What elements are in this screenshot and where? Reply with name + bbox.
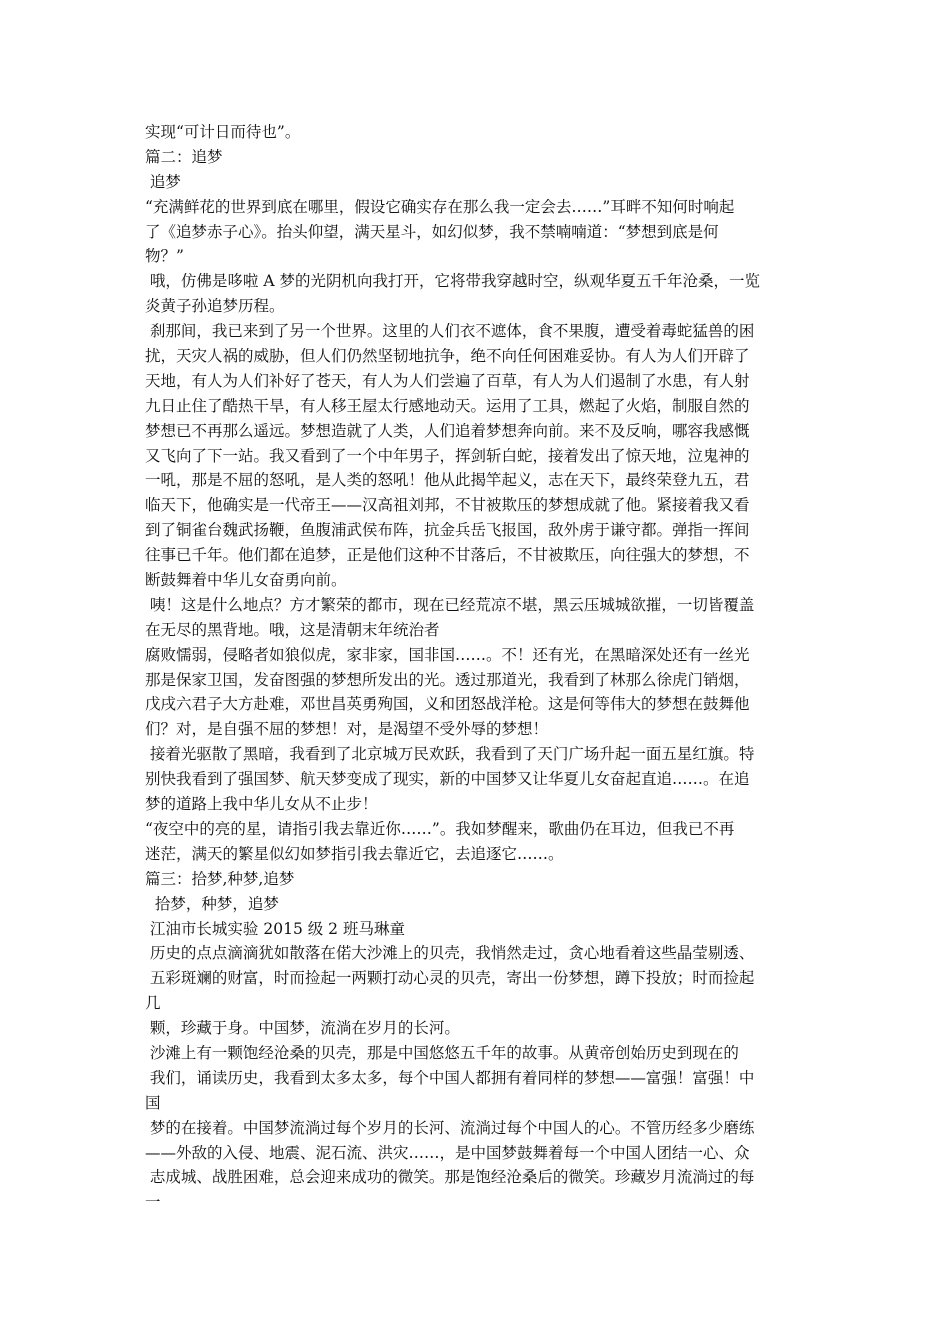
text-line: “夜空中的亮的星，请指引我去靠近你……”。我如梦醒来，歌曲仍在耳边，但我已不再: [145, 819, 735, 838]
text-line: 腐败懦弱，侵略者如狼似虎，家非家，国非国……。不！还有光，在黑暗深处还有一丝光: [145, 645, 750, 664]
text-line: 我们，诵读历史，我看到太多太多，每个中国人都拥有着同样的梦想——富强！富强！中: [145, 1068, 755, 1087]
author-line: 江油市长城实验 2015 级 2 班马琳童: [145, 919, 405, 938]
text-line: 物？”: [145, 247, 184, 266]
text-line: 九日止住了酷热干旱，有人移王屋太行感地动天。运用了工具，燃起了火焰，制服自然的: [145, 396, 750, 415]
text-line: 哦，仿佛是哆啦 A 梦的光阴机向我打开，它将带我穿越时空，纵观华夏五千年沧桑，一览: [145, 272, 760, 291]
document-page: [145, 120, 815, 1215]
text-line: 又飞向了下一站。我又看到了一个中年男子，挥剑斩白蛇，接着发出了惊天地，泣鬼神的: [145, 446, 750, 465]
text-line: 刹那间，我已来到了另一个世界。这里的人们衣不遮体，食不果腹，遭受着毒蛇猛兽的困: [145, 322, 755, 341]
text-line: 梦的在接着。中国梦流淌过每个岁月的长河、流淌过每个中国人的心。不管历经多少磨练: [145, 1118, 755, 1137]
text-line: 梦的道路上我中华儿女从不止步！: [145, 795, 378, 814]
text-line: “充满鲜花的世界到底在哪里，假设它确实存在那么我一定会去……”耳畔不知何时响起: [145, 197, 735, 216]
text-line: 断鼓舞着中华儿女奋勇向前。: [145, 571, 347, 590]
text-line: 那是保家卫国，发奋图强的梦想所发出的光。透过那道光，我看到了林那么徐虎门销烟，: [145, 670, 750, 689]
text-line: 一: [145, 1193, 161, 1212]
text-line: 了《追梦赤子心》。抬头仰望，满天星斗，如幻似梦，我不禁喃喃道：“梦想到底是何: [145, 222, 719, 241]
text-line: 天地，有人为人们补好了苍天，有人为人们尝遍了百草，有人为人们遏制了水患，有人射: [145, 371, 750, 390]
text-line: 在无尽的黑背地。哦，这是清朝末年统治者: [145, 620, 440, 639]
text-line: 国: [145, 1093, 161, 1112]
text-line: 梦想已不再那么遥远。梦想造就了人类，人们追着梦想奔向前。来不及反响，哪容我感慨: [145, 421, 750, 440]
text-line: 五彩斑斓的财富，时而捡起一两颗打动心灵的贝壳，寄出一份梦想，蹲下投放；时而捡起: [145, 969, 755, 988]
text-line: 志成城、战胜困难，总会迎来成功的微笑。那是饱经沧桑后的微笑。珍藏岁月流淌过的每: [145, 1168, 755, 1187]
text-line: 临天下，他确实是一代帝王——汉高祖刘邦，不甘被欺压的梦想成就了他。紧接着我又看: [145, 496, 750, 515]
section-heading: 篇二：追梦: [145, 147, 223, 166]
text-line: 扰，天灾人祸的威胁，但人们仍然坚韧地抗争，绝不向任何困难妥协。有人为人们开辟了: [145, 347, 750, 366]
text-line: 戊戌六君子大方赴难，邓世昌英勇殉国，义和团怒战洋枪。这是何等伟大的梦想在鼓舞他: [145, 695, 750, 714]
text-line: 一吼，那是不屈的怒吼，是人类的怒吼！他从此揭竿起义，志在天下，最终荣登九五，君: [145, 471, 750, 490]
text-line: ——外敌的入侵、地震、泥石流、洪灾……，是中国梦鼓舞着每一个中国人团结一心、众: [145, 1143, 750, 1162]
text-line: 往事已千年。他们都在追梦，正是他们这种不甘落后，不甘被欺压，向往强大的梦想，不: [145, 546, 750, 565]
article-title: 追梦: [145, 172, 181, 191]
text-line: 几: [145, 994, 161, 1013]
text-line: 颗，珍藏于身。中国梦，流淌在岁月的长河。: [145, 1019, 460, 1038]
article-title: 拾梦，种梦，追梦: [145, 894, 279, 913]
text-line: 实现“可计日而待也”。: [145, 123, 301, 141]
text-line: 炎黄子孙追梦历程。: [145, 297, 285, 316]
text-line: 们？对，是自强不屈的梦想！对，是渴望不受外辱的梦想！: [145, 720, 549, 739]
text-line: 接着光驱散了黑暗，我看到了北京城万民欢跃，我看到了天门广场升起一面五星红旗。特: [145, 745, 755, 764]
text-line: 别快我看到了强国梦、航天梦变成了现实，新的中国梦又让华夏儿女奋起直追……。在追: [145, 770, 750, 789]
text-line: 咦！这是什么地点？方才繁荣的都市，现在已经荒凉不堪，黑云压城城欲摧，一切皆覆盖: [145, 595, 755, 614]
text-line: 迷茫，满天的繁星似幻如梦指引我去靠近它，去追逐它……。: [145, 844, 564, 863]
text-line: 沙滩上有一颗饱经沧桑的贝壳，那是中国悠悠五千年的故事。从黄帝创始历史到现在的: [145, 1043, 739, 1062]
section-heading: 篇三：拾梦,种梦,追梦: [145, 869, 295, 888]
text-line: 到了铜雀台魏武扬鞭，鱼腹浦武侯布阵，抗金兵岳飞报国，敌外虏于谦守都。弹指一挥间: [145, 521, 750, 540]
text-line: 历史的点点滴滴犹如散落在偌大沙滩上的贝壳，我悄然走过，贪心地看着这些晶莹剔透、: [145, 944, 755, 963]
